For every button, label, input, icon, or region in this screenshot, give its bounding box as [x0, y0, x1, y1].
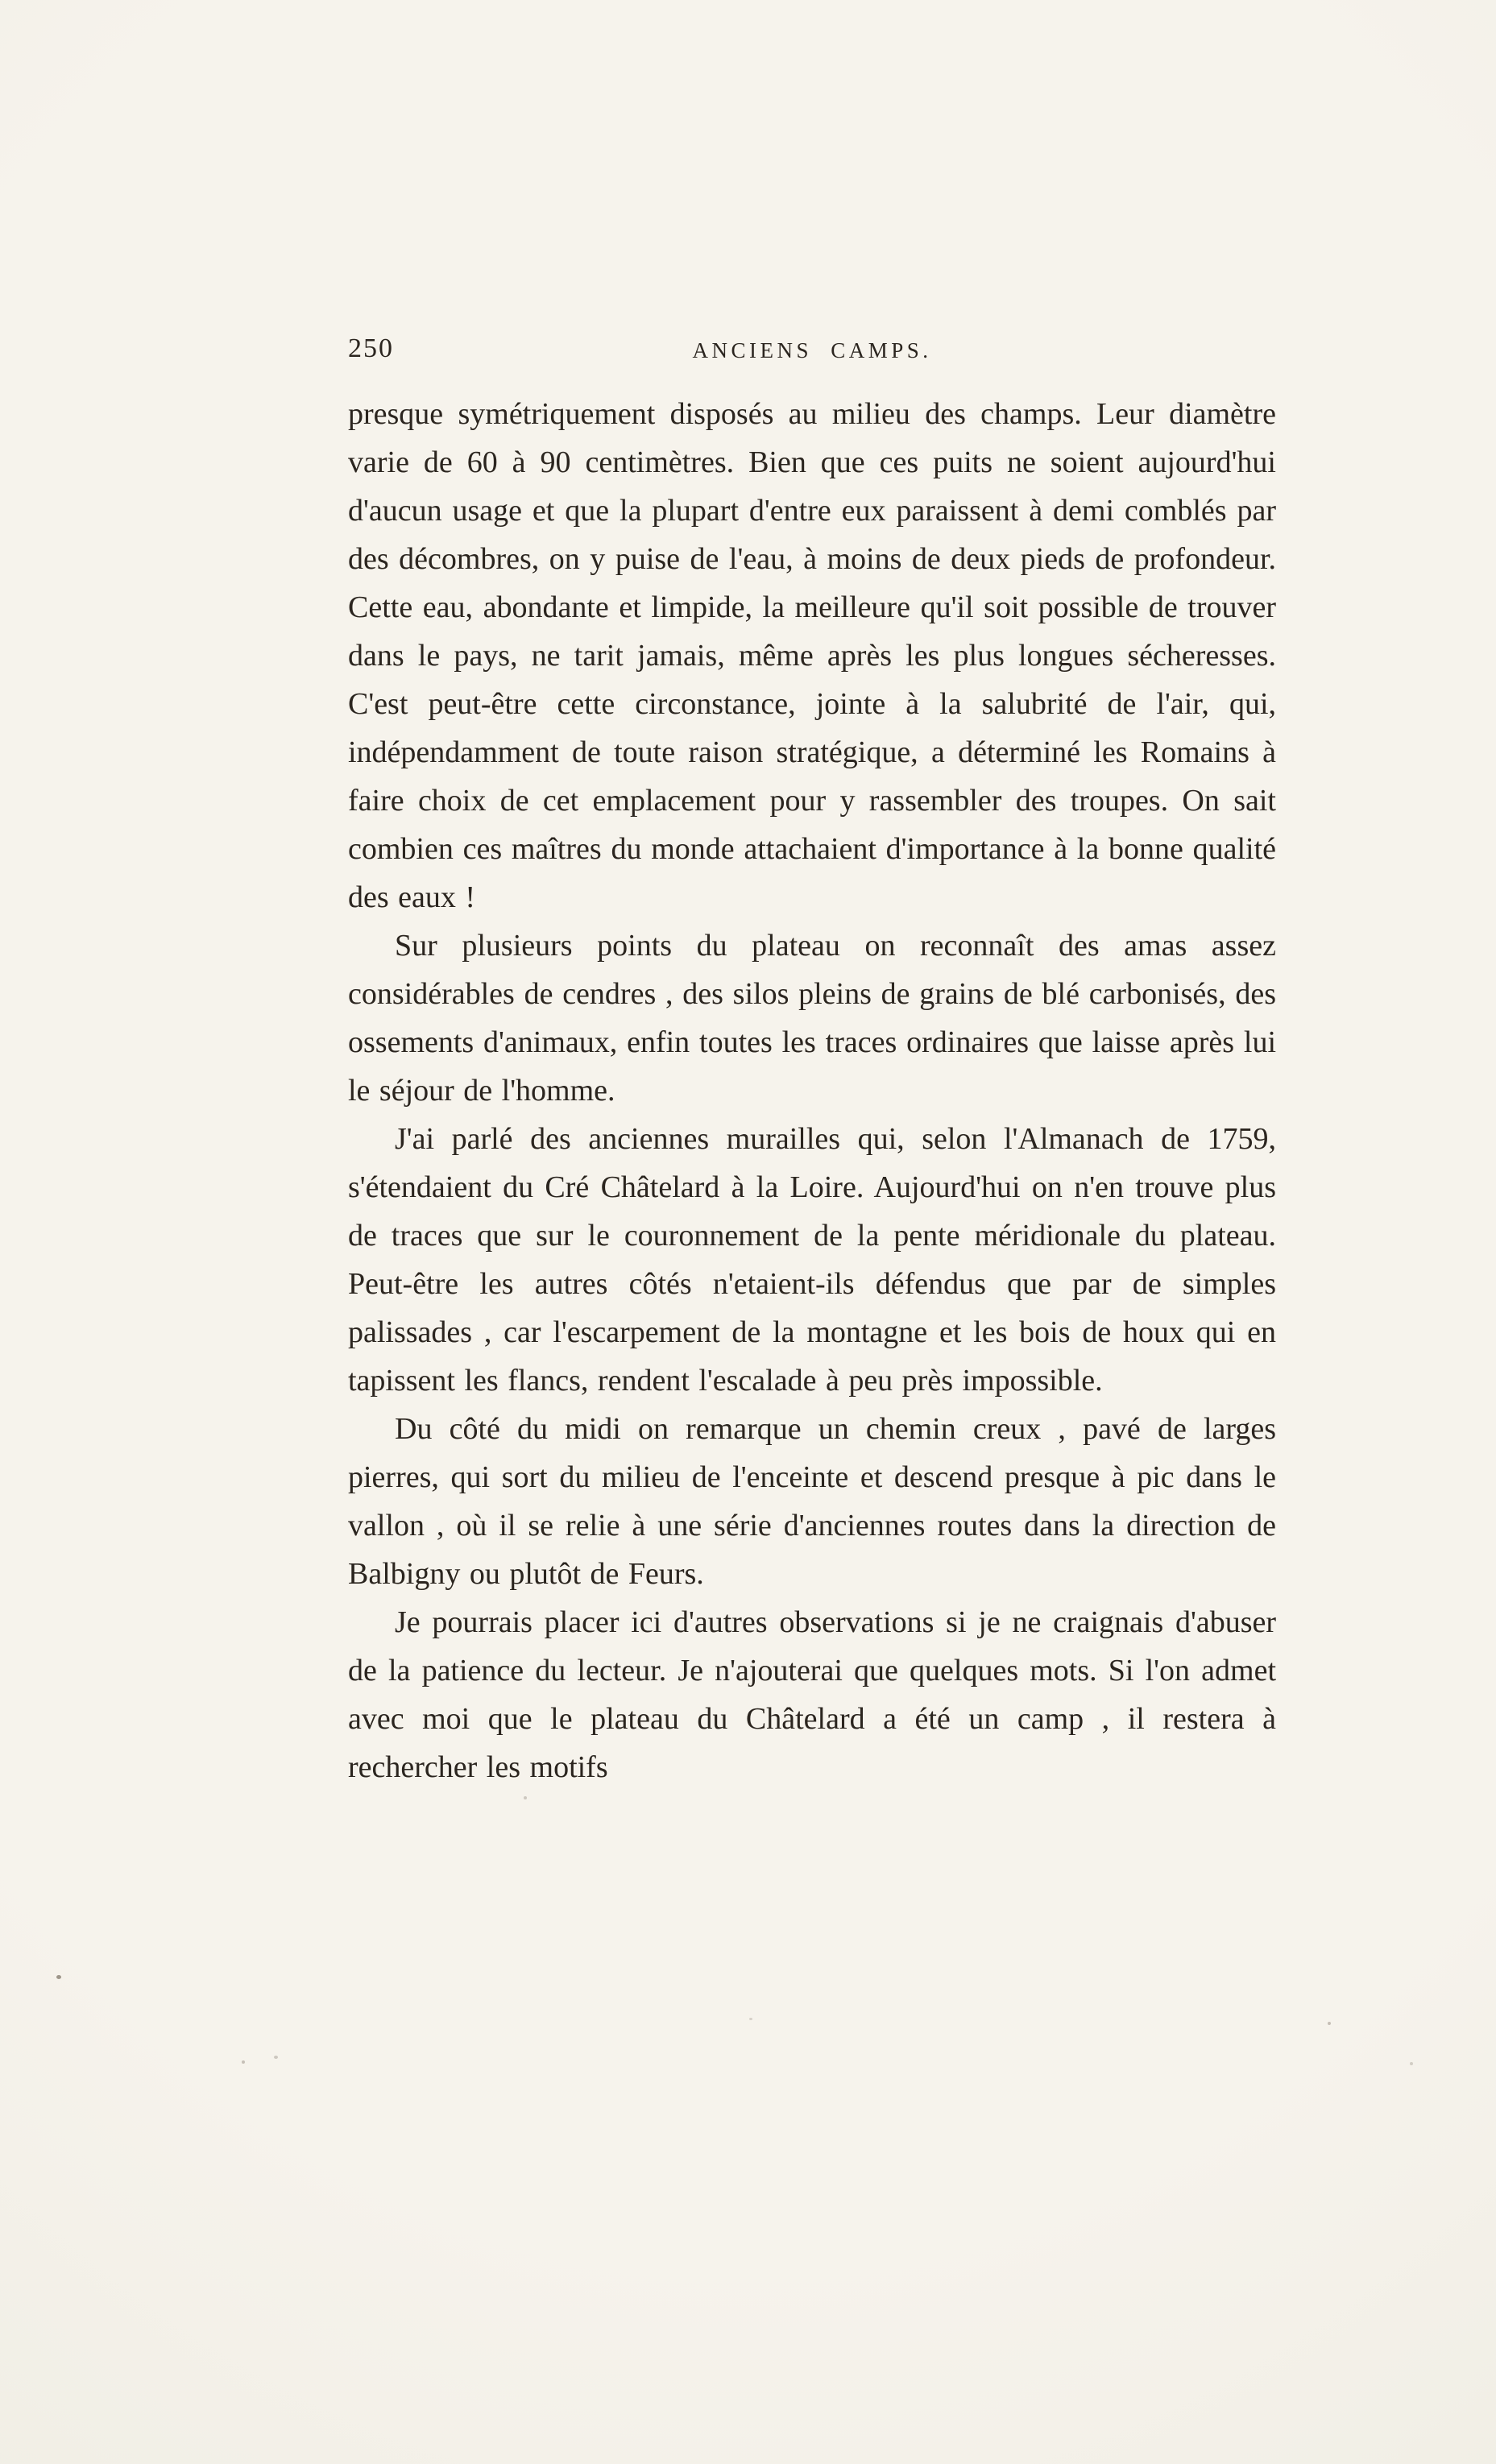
scan-speck — [274, 2056, 278, 2059]
page-number: 250 — [348, 333, 394, 363]
scan-speck — [56, 1975, 61, 1979]
scan-speck — [1328, 2022, 1331, 2025]
paragraph: Sur plusieurs points du plateau on reconnaît des amas assez considérables de cendres , des silos pleins de grains de blé carbonisés, des ossements d'animaux, enfin toutes les traces ordinaires que laisse après lui le séjour de l'homme. — [348, 929, 1276, 1108]
page-header — [348, 332, 1276, 369]
scan-speck — [1410, 2062, 1413, 2065]
paragraph-continuation: presque symétriquement disposés au milieu des champs. Leur diamètre varie de 60 à 90 centimètres. Bien que ces puits ne soient aujourd'hui d'aucun usage et que la plupart d'entre eux paraissent à demi comblés par des décombres, on y puise de l'eau, à moins de deux pieds de profondeur. Cette eau, abondante et limpide, la meilleure qu'il soit possible de trouver dans le pays, ne tarit jamais, même après les plus longues sécheresses. C'est peut-être cette circonstance, jointe à la salubrité de l'air, qui, indépendamment de toute raison stratégique, a déterminé les Romains à faire choix de cet emplacement pour y rassembler des troupes. On sait combien ces maîtres du monde attachaient d'importance à la bonne qualité des eaux ! — [348, 397, 1276, 914]
running-title: ANCIENS CAMPS. — [692, 338, 932, 362]
text-column — [348, 332, 1276, 1791]
scan-speck — [749, 2018, 752, 2020]
paragraph: J'ai parlé des anciennes murailles qui, selon l'Almanach de 1759, s'étendaient du Cré Châtelard à la Loire. Aujourd'hui on n'en trouve plus de traces que sur le couronnement de la pente méridionale du plateau. Peut-être les autres côtés n'etaient-ils défendus que par de simples palissades , car l'escarpement de la montagne et les bois de houx qui en tapissent les flancs, rendent l'escalade à peu près impossible. — [348, 1122, 1276, 1398]
scan-speck — [242, 2060, 245, 2064]
paragraph: Du côté du midi on remarque un chemin creux , pavé de larges pierres, qui sort du milieu de l'enceinte et descend presque à pic dans le vallon , où il se relie à une série d'anciennes routes dans la direction de Balbigny ou plutôt de Feurs. — [348, 1412, 1276, 1591]
scan-speck — [524, 1796, 527, 1799]
paragraph: Je pourrais placer ici d'autres observations si je ne craignais d'abuser de la patience du lecteur. Je n'ajouterai que quelques mots. Si l'on admet avec moi que le plateau du Châtelard a été un camp , il restera à rechercher les motifs — [348, 1605, 1276, 1784]
body-text — [348, 390, 1276, 1791]
